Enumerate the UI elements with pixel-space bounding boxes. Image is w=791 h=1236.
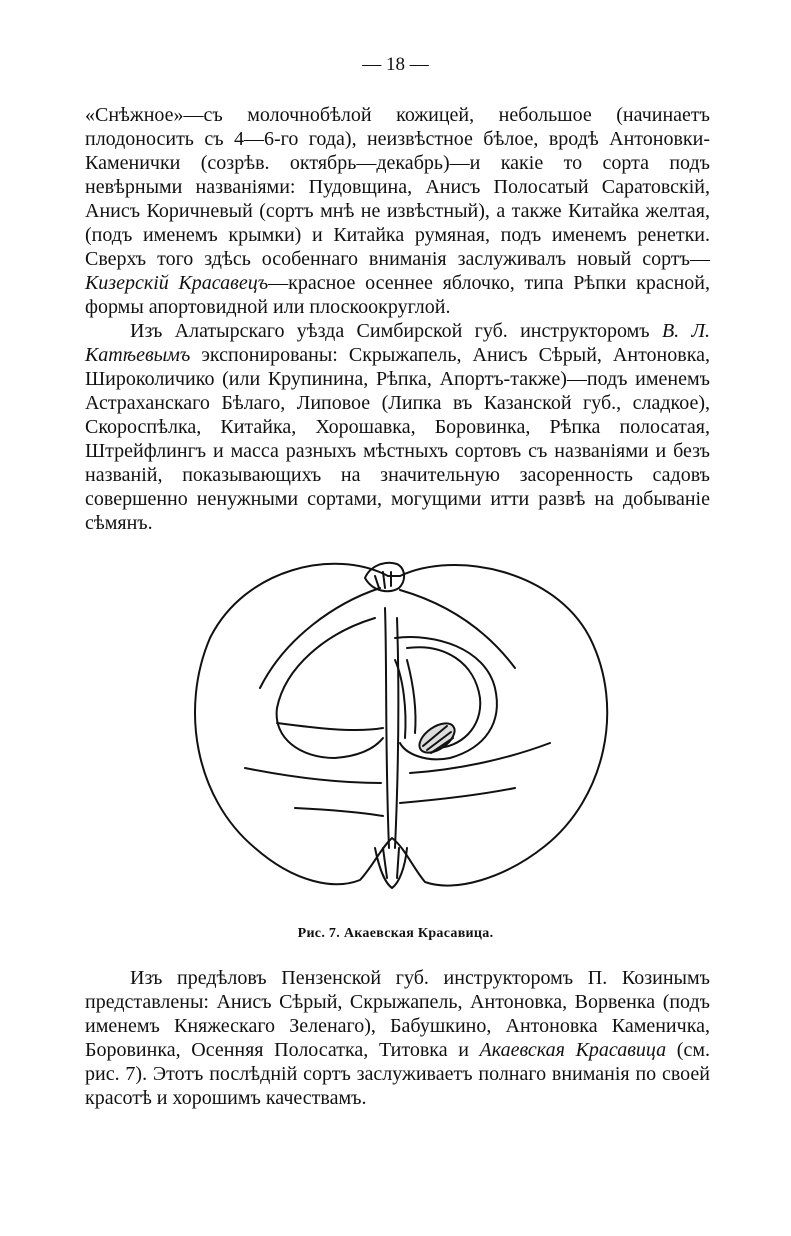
variety-name-kizersky: Кизерскій Красавецъ — [85, 272, 269, 294]
instructor-name-kateev: В. Л. Катѣевымъ — [85, 320, 710, 366]
text-block-top — [85, 103, 710, 535]
figure-caption: Рис. 7. Акаевская Красавица. — [297, 926, 494, 941]
page-number: — 18 — — [362, 54, 429, 75]
apple-outline — [195, 564, 607, 886]
paragraph-3-part-1: Изъ предѣловъ Пензенской губ. инструкторомъ П. Козинымъ представлены: Анисъ Сѣрый, Скрыжапель, Антоновка, Ворвенка (подъ именемъ Княжескаго Зеленаго), Бабушкино, Антоновка Каменичка, Боровинка, Осенняя Полосатка, Титовка и — [85, 967, 710, 1061]
paragraph-2-part-3: экспонированы: Скрыжапель, Анисъ Сѣрый, Антоновка, Широколичико (или Крупинина, Рѣпка, Апортъ-также)—подъ именемъ Астраханскаго Бѣлаго, Липовое (Липка въ Казанской губ., сладкое), Скороспѣлка, Китайка, Хорошавка, Боровинка, Рѣпка полосатая, Штрейфлингъ и масса разныхъ мѣстныхъ сортовъ съ названіями и безъ названій, показывающихъ на значительную засоренность садовъ совершенно ненужными сортами, могущими итти развѣ на добываніе сѣмянъ. — [85, 344, 710, 534]
paragraph-3 — [85, 966, 710, 1110]
paragraph-2 — [85, 319, 710, 535]
paragraph-2-part-1: Изъ Алатырскаго уѣзда Симбирской губ. инструкторомъ — [130, 320, 662, 342]
left-locule — [277, 618, 383, 758]
paragraph-1 — [85, 103, 710, 319]
paragraph-1-part-3: —красное осеннее яблочко, типа Рѣпки красной, формы апортовидной или плоскоокруглой. — [85, 272, 710, 318]
variety-name-akaevskaya: Акаевская Красавица — [479, 1039, 667, 1061]
paragraph-1-part-1: «Снѣжное»—съ молочнобѣлой кожицей, небольшое (начинаетъ плодоносить съ 4—6-го года), неизвѣстное бѣлое, вродѣ Антоновки-Каменички (созрѣв. октябрь—декабрь)—и какіе то сорта подъ невѣрными названіями: Пудовщина, Анисъ Полосатый Саратовскій, Анисъ Коричневый (сортъ мнѣ не извѣстный), а также Китайка желтая, (подъ именемъ крымки) и Китайка румяная, подъ именемъ ренетки. Сверхъ того здѣсь особеннаго вниманія заслуживалъ новый сортъ— — [85, 104, 710, 270]
core-axis — [385, 608, 389, 848]
apple-cross-section-illustration — [185, 548, 615, 908]
text-block-bottom — [85, 966, 710, 1110]
paragraph-3-part-3: (см. рис. 7). Этотъ послѣдній сортъ заслуживаетъ полнаго вниманія по своей красотѣ и хорошимъ качествамъ. — [85, 1039, 710, 1109]
